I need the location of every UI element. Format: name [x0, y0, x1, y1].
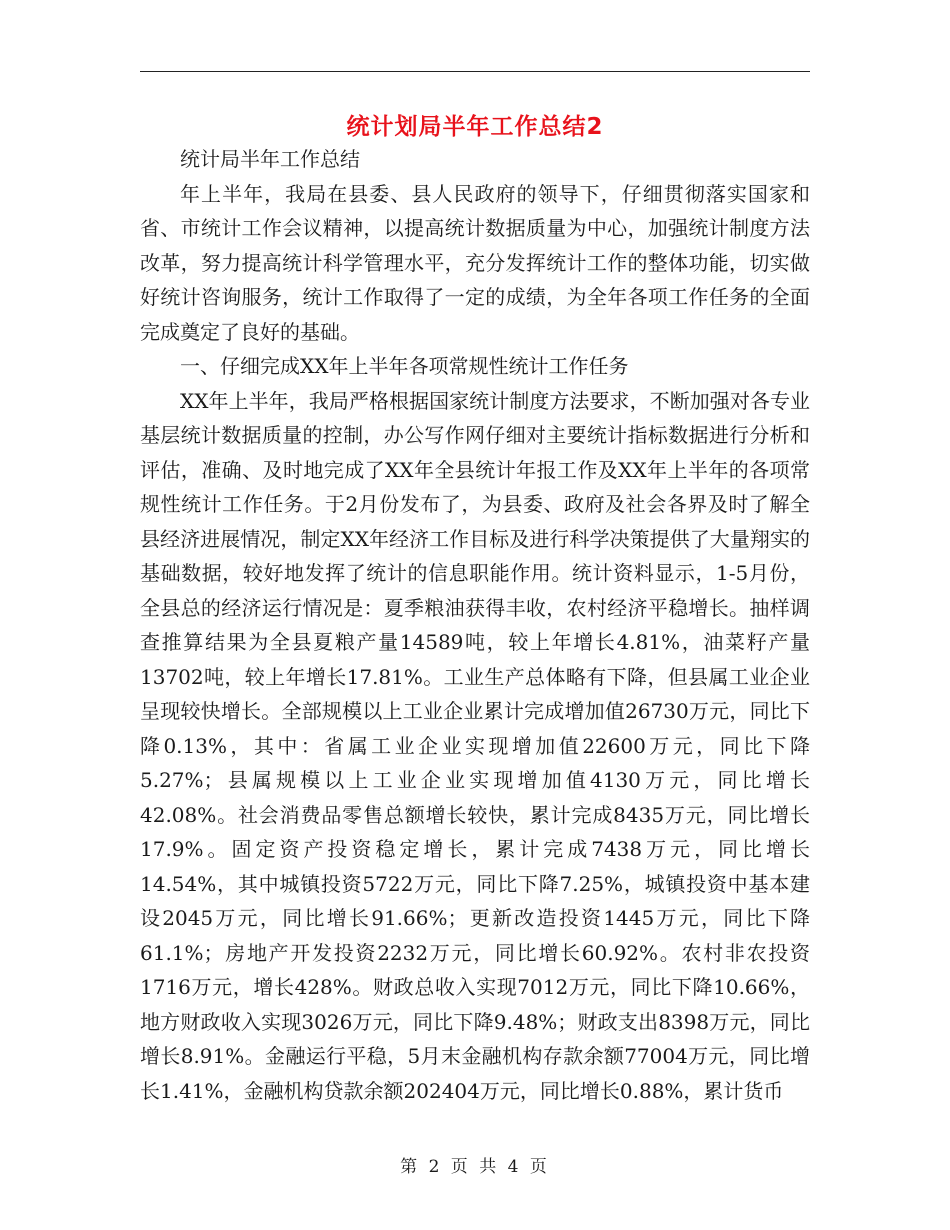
document-title: 统计划局半年工作总结2	[346, 114, 604, 140]
document-body	[140, 142, 810, 1108]
header-rule	[140, 71, 810, 72]
paragraph-subtitle: 统计局半年工作总结	[180, 147, 360, 171]
section-heading: 一、仔细完成XX年上半年各项常规性统计工作任务	[180, 354, 629, 378]
paragraph-intro: 年上半年，我局在县委、县人民政府的领导下，仔细贯彻落实国家和省、市统计工作会议精神，以提高统计数据质量为中心，加强统计制度方法改革，努力提高统计科学管理水平，充分发挥统计工作的整体功能，切实做好统计咨询服务，统计工作取得了一定的成绩，为全年各项工作任务的全面完成奠定了良好的基础。	[140, 181, 810, 344]
paragraph-details: XX年上半年，我局严格根据国家统计制度方法要求，不断加强对各专业基层统计数据质量的控制，办公写作网仔细对主要统计指标数据进行分析和评估，准确、及时地完成了XX年全县统计年报工作及XX年上半年的各项常规性统计工作任务。于2月份发布了，为县委、政府及社会各界及时了解全县经济进展情况，制定XX年经济工作目标及进行科学决策提供了大量翔实的基础数据，较好地发挥了统计的信息职能作用。统计资料显示，1-5月份，全县总的经济运行情况是：夏季粮油获得丰收，农村经济平稳增长。抽样调查推算结果为全县夏粮产量14589吨，较上年增长4.81%，油菜籽产量13702吨，较上年增长17.81%。工业生产总体略有下降，但县属工业企业呈现较快增长。全部规模以上工业企业累计完成增加值26730万元，同比下降0.13%，其中：省属工业企业实现增加值22600万元，同比下降5.27%；县属规模以上工业企业实现增加值4130万元，同比增长42.08%。社会消费品零售总额增长较快，累计完成8435万元，同比增长17.9%。固定资产投资稳定增长，累计完成7438万元，同比增长14.54%，其中城镇投资5722万元，同比下降7.25%，城镇投资中基本建设2045万元，同比增长91.66%；更新改造投资1445万元，同比下降61.1%；房地产开发投资2232万元，同比增长60.92%。农村非农投资1716万元，增长428%。财政总收入实现7012万元，同比下降10.66%，地方财政收入实现3026万元，同比下降9.48%；财政支出8398万元，同比增长8.91%。金融运行平稳，5月末金融机构存款余额77004万元，同比增长1.41%，金融机构贷款余额202404万元，同比增长0.88%，累计货币	[140, 388, 810, 1103]
page-footer: 第 2 页 共 4 页	[400, 1157, 550, 1177]
